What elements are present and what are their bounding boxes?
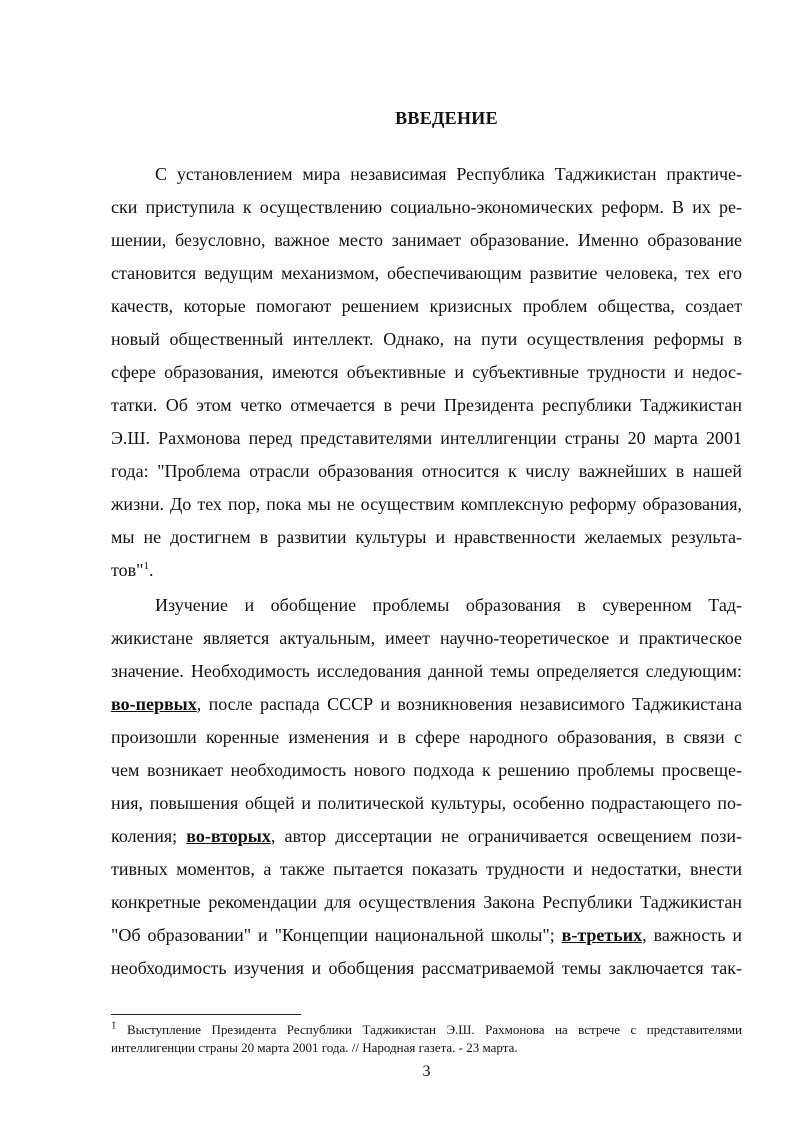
page-title: ВВЕДЕНИЕ [395, 108, 498, 128]
emphasis-second: во-вторых [186, 826, 271, 846]
paragraph-line: года: "Проблема отрасли образования относится к числу важнейших в нашей [111, 461, 742, 481]
paragraph-line: произошли коренные изменения и в сфере народного образования, в связи с [111, 727, 742, 747]
emphasis-third: в-третьих [561, 925, 643, 945]
line-text: , важность и [642, 925, 742, 945]
paragraph-line: мы не достигнем в развитии культуры и нравственности желаемых результа- [111, 527, 742, 547]
paragraph-line: сфере образования, имеются объективные и субъективные трудности и недос- [111, 362, 742, 382]
paragraph-line: шении, безусловно, важное место занимает образование. Именно образование [111, 230, 742, 250]
paragraph-line [111, 825, 742, 847]
line-text: . [148, 560, 154, 580]
line-text: "Об образовании" и "Концепции национальной школы"; [111, 925, 562, 945]
paragraph-line [111, 924, 742, 946]
paragraph-line: необходимость изучения и обобщения рассматриваемой темы заключается так- [111, 958, 742, 978]
paragraph-line: качеств, которые помогают решением кризисных проблем общества, создает [111, 296, 742, 316]
page-number: 3 [422, 1063, 431, 1080]
paragraph-line: С установлением мира независимая Республика Таджикистан практиче- [155, 164, 742, 184]
paragraph-line [111, 693, 742, 715]
line-text: , автор диссертации не ограничивается освещением пози- [270, 826, 742, 846]
paragraph-line: Э.Ш. Рахмонова перед представителями интеллигенции страны 20 марта 2001 [111, 428, 742, 448]
footnote-text: Выступление Президента Республики Таджикистан Э.Ш. Рахмонова на встрече с представителями [116, 1022, 742, 1037]
footnote-line: интеллигенции страны 20 марта 2001 года. // Народная газета. - 23 марта. [111, 1040, 518, 1055]
line-text: тов" [111, 560, 144, 580]
line-text: коления; [111, 826, 187, 846]
line-text: , после распада СССР и возникновения независимого Таджикистана [196, 694, 742, 714]
paragraph-line: чем возникает необходимость нового подхода к решению проблемы просвеще- [111, 760, 742, 780]
paragraph-line: тивных моментов, а также пытается показать трудности и недостатки, внести [111, 859, 742, 879]
paragraph-line: жикистане является актуальным, имеет научно-теоретическое и практическое [111, 628, 742, 648]
paragraph-line: Изучение и обобщение проблемы образования в суверенном Тад- [155, 595, 742, 615]
paragraph-line: татки. Об этом четко отмечается в речи Президента республики Таджикистан [111, 395, 742, 415]
footnote-reference: 1 [143, 560, 149, 572]
paragraph-line [111, 559, 742, 581]
paragraph-line: становится ведущим механизмом, обеспечивающим развитие человека, тех его [111, 263, 742, 283]
paragraph-line: значение. Необходимость исследования данной темы определяется следующим: [111, 661, 742, 681]
footnote-divider [111, 1014, 301, 1015]
paragraph-line: ния, повышения общей и политической культуры, особенно подрастающего по- [111, 793, 742, 813]
emphasis-first: во-первых [111, 694, 197, 714]
paragraph-line: ски приступила к осуществлению социально-экономических реформ. В их ре- [111, 197, 742, 217]
paragraph-line: новый общественный интеллект. Однако, на пути осуществления реформы в [111, 329, 742, 349]
footnote-mark: 1 [111, 1019, 117, 1032]
footnote-line [111, 1021, 742, 1038]
paragraph-line: конкретные рекомендации для осуществления Закона Республики Таджикистан [111, 892, 742, 912]
paragraph-line: жизни. До тех пор, пока мы не осуществим комплексную реформу образования, [111, 494, 742, 514]
